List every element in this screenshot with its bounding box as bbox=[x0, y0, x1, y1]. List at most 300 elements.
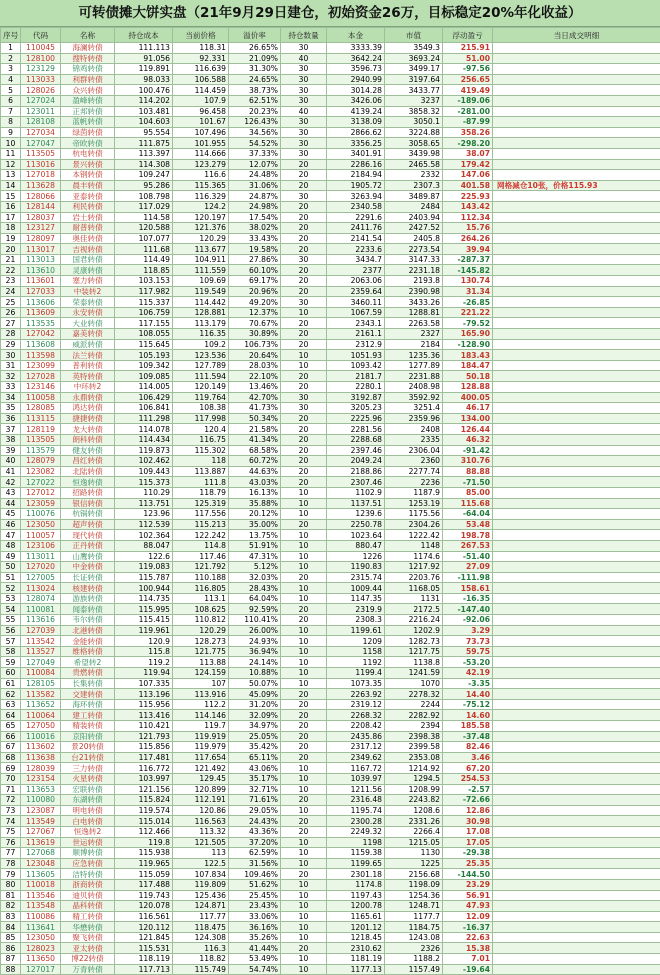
premium-rate: 62.51% bbox=[229, 95, 281, 106]
floating-pnl: 147.06 bbox=[443, 170, 493, 181]
floating-pnl: 51.00 bbox=[443, 53, 493, 64]
bond-code: 113542 bbox=[21, 636, 61, 647]
col-header-index: 序号 bbox=[1, 28, 21, 43]
bond-name: 国君转债 bbox=[61, 254, 115, 265]
floating-pnl: 143.42 bbox=[443, 201, 493, 212]
current-price: 113.88 bbox=[173, 657, 229, 668]
bond-code: 113638 bbox=[21, 752, 61, 763]
holding-cost: 115.059 bbox=[115, 869, 173, 880]
floating-pnl: -3.35 bbox=[443, 678, 493, 689]
market-value: 2465.58 bbox=[385, 159, 443, 170]
bond-code: 123146 bbox=[21, 382, 61, 393]
bond-code: 127050 bbox=[21, 721, 61, 732]
holding-cost: 115.645 bbox=[115, 339, 173, 350]
principal: 1177.13 bbox=[327, 964, 385, 975]
bond-name: 贵燃转债 bbox=[61, 668, 115, 679]
table-row bbox=[1, 233, 660, 244]
row-index: 19 bbox=[1, 233, 21, 244]
floating-pnl: 3.29 bbox=[443, 625, 493, 636]
holding-quantity: 30 bbox=[281, 254, 327, 265]
premium-rate: 110.41% bbox=[229, 615, 281, 626]
current-price: 116.35 bbox=[173, 329, 229, 340]
bond-name: 景20转债 bbox=[61, 742, 115, 753]
floating-pnl: 12.09 bbox=[443, 911, 493, 922]
principal: 1199.61 bbox=[327, 625, 385, 636]
bond-code: 113548 bbox=[21, 901, 61, 912]
holding-cost: 112.466 bbox=[115, 826, 173, 837]
row-index: 10 bbox=[1, 138, 21, 149]
holding-quantity: 20 bbox=[281, 519, 327, 530]
holding-cost: 114.005 bbox=[115, 382, 173, 393]
bond-name: 永安转债 bbox=[61, 307, 115, 318]
market-value: 2399.58 bbox=[385, 742, 443, 753]
bond-name: 大业转债 bbox=[61, 318, 115, 329]
trade-note bbox=[493, 943, 660, 954]
holding-cost: 107.335 bbox=[115, 678, 173, 689]
market-value: 3197.64 bbox=[385, 74, 443, 85]
current-price: 125.436 bbox=[173, 890, 229, 901]
holding-quantity: 20 bbox=[281, 318, 327, 329]
bond-name: 岩土转债 bbox=[61, 212, 115, 223]
current-price: 125.319 bbox=[173, 498, 229, 509]
bond-code: 113505 bbox=[21, 434, 61, 445]
holding-cost: 111.298 bbox=[115, 413, 173, 424]
row-index: 14 bbox=[1, 180, 21, 191]
principal: 2181.7 bbox=[327, 371, 385, 382]
bond-code: 113650 bbox=[21, 954, 61, 965]
market-value: 2390.98 bbox=[385, 286, 443, 297]
bond-code: 128026 bbox=[21, 85, 61, 96]
bond-name: 建工转债 bbox=[61, 710, 115, 721]
current-price: 101.955 bbox=[173, 138, 229, 149]
row-index: 67 bbox=[1, 742, 21, 753]
floating-pnl: -144.50 bbox=[443, 869, 493, 880]
principal: 2225.96 bbox=[327, 413, 385, 424]
bond-name: 精装转债 bbox=[61, 721, 115, 732]
current-price: 117.77 bbox=[173, 911, 229, 922]
market-value: 2304.26 bbox=[385, 519, 443, 530]
trade-note bbox=[493, 901, 660, 912]
premium-rate: 32.09% bbox=[229, 710, 281, 721]
holding-cost: 115.415 bbox=[115, 615, 173, 626]
floating-pnl: -64.04 bbox=[443, 509, 493, 520]
holding-cost: 103.997 bbox=[115, 773, 173, 784]
current-price: 121.792 bbox=[173, 562, 229, 573]
floating-pnl: -281.00 bbox=[443, 106, 493, 117]
premium-rate: 23.43% bbox=[229, 901, 281, 912]
bond-code: 123059 bbox=[21, 498, 61, 509]
bond-code: 113505 bbox=[21, 148, 61, 159]
current-price: 115.365 bbox=[173, 180, 229, 191]
holding-cost: 113.196 bbox=[115, 689, 173, 700]
bond-code: 128108 bbox=[21, 117, 61, 128]
floating-pnl: 56.91 bbox=[443, 890, 493, 901]
bond-code: 123048 bbox=[21, 858, 61, 869]
row-index: 74 bbox=[1, 816, 21, 827]
row-index: 26 bbox=[1, 307, 21, 318]
table-row bbox=[1, 339, 660, 350]
premium-rate: 54.52% bbox=[229, 138, 281, 149]
table-row bbox=[1, 53, 660, 64]
trade-note bbox=[493, 265, 660, 276]
holding-cost: 109.085 bbox=[115, 371, 173, 382]
premium-rate: 12.07% bbox=[229, 159, 281, 170]
market-value: 3489.87 bbox=[385, 191, 443, 202]
table-row bbox=[1, 932, 660, 943]
current-price: 96.458 bbox=[173, 106, 229, 117]
bond-code: 113527 bbox=[21, 646, 61, 657]
bond-code: 110081 bbox=[21, 604, 61, 615]
bond-name: 招路转债 bbox=[61, 487, 115, 498]
market-value: 2327 bbox=[385, 329, 443, 340]
row-index: 77 bbox=[1, 848, 21, 859]
principal: 2435.86 bbox=[327, 731, 385, 742]
bond-name: 韦尔转债 bbox=[61, 615, 115, 626]
holding-cost: 98.033 bbox=[115, 74, 173, 85]
floating-pnl: 88.88 bbox=[443, 466, 493, 477]
table-row bbox=[1, 805, 660, 816]
market-value: 1248.71 bbox=[385, 901, 443, 912]
holding-cost: 119.961 bbox=[115, 625, 173, 636]
principal: 2343.1 bbox=[327, 318, 385, 329]
trade-note bbox=[493, 530, 660, 541]
row-index: 83 bbox=[1, 911, 21, 922]
bond-code: 113616 bbox=[21, 615, 61, 626]
bond-code: 113535 bbox=[21, 318, 61, 329]
holding-cost: 114.49 bbox=[115, 254, 173, 265]
holding-cost: 123.96 bbox=[115, 509, 173, 520]
market-value: 3050.1 bbox=[385, 117, 443, 128]
floating-pnl: 221.22 bbox=[443, 307, 493, 318]
market-value: 2243.82 bbox=[385, 795, 443, 806]
current-price: 113.1 bbox=[173, 593, 229, 604]
holding-cost: 115.938 bbox=[115, 848, 173, 859]
holding-cost: 114.078 bbox=[115, 424, 173, 435]
floating-pnl: 17.08 bbox=[443, 826, 493, 837]
table-row bbox=[1, 593, 660, 604]
current-price: 124.159 bbox=[173, 668, 229, 679]
trade-note bbox=[493, 159, 660, 170]
market-value: 2427.52 bbox=[385, 223, 443, 234]
bond-code: 110086 bbox=[21, 911, 61, 922]
bond-name: 正邦转债 bbox=[61, 106, 115, 117]
trade-note bbox=[493, 615, 660, 626]
bond-name: 灵康转债 bbox=[61, 265, 115, 276]
premium-rate: 109.46% bbox=[229, 869, 281, 880]
principal: 3356.25 bbox=[327, 138, 385, 149]
current-price: 101.67 bbox=[173, 117, 229, 128]
holding-quantity: 20 bbox=[281, 170, 327, 181]
floating-pnl: -71.50 bbox=[443, 477, 493, 488]
holding-cost: 115.531 bbox=[115, 943, 173, 954]
holding-cost: 115.856 bbox=[115, 742, 173, 753]
market-value: 1198.09 bbox=[385, 879, 443, 890]
bond-name: 海澜转债 bbox=[61, 43, 115, 54]
floating-pnl: 46.17 bbox=[443, 403, 493, 414]
row-index: 71 bbox=[1, 784, 21, 795]
current-price: 121.492 bbox=[173, 763, 229, 774]
floating-pnl: -97.56 bbox=[443, 64, 493, 75]
bond-name: 奥佳转债 bbox=[61, 233, 115, 244]
market-value: 2332 bbox=[385, 170, 443, 181]
holding-cost: 102.364 bbox=[115, 530, 173, 541]
bond-code: 127049 bbox=[21, 657, 61, 668]
holding-cost: 116.772 bbox=[115, 763, 173, 774]
table-row bbox=[1, 371, 660, 382]
trade-note bbox=[493, 413, 660, 424]
current-price: 122.5 bbox=[173, 858, 229, 869]
floating-pnl: 112.34 bbox=[443, 212, 493, 223]
principal: 2397.46 bbox=[327, 445, 385, 456]
bond-name: 绿茵转债 bbox=[61, 127, 115, 138]
holding-quantity: 20 bbox=[281, 201, 327, 212]
market-value: 2231.18 bbox=[385, 265, 443, 276]
premium-rate: 12.37% bbox=[229, 307, 281, 318]
row-index: 35 bbox=[1, 403, 21, 414]
market-value: 1131 bbox=[385, 593, 443, 604]
premium-rate: 24.87% bbox=[229, 191, 281, 202]
bond-code: 128097 bbox=[21, 233, 61, 244]
row-index: 38 bbox=[1, 434, 21, 445]
row-index: 1 bbox=[1, 43, 21, 54]
trade-note bbox=[493, 276, 660, 287]
bond-name: 华懋转债 bbox=[61, 922, 115, 933]
premium-rate: 44.63% bbox=[229, 466, 281, 477]
premium-rate: 25.05% bbox=[229, 731, 281, 742]
table-row bbox=[1, 869, 660, 880]
trade-note bbox=[493, 816, 660, 827]
premium-rate: 53.49% bbox=[229, 954, 281, 965]
current-price: 112.191 bbox=[173, 795, 229, 806]
table-row bbox=[1, 456, 660, 467]
premium-rate: 31.20% bbox=[229, 699, 281, 710]
trade-note bbox=[493, 710, 660, 721]
floating-pnl: 184.47 bbox=[443, 360, 493, 371]
trade-note bbox=[493, 509, 660, 520]
bond-name: 昌红转债 bbox=[61, 456, 115, 467]
holding-cost: 119.574 bbox=[115, 805, 173, 816]
trade-note bbox=[493, 318, 660, 329]
trade-note bbox=[493, 742, 660, 753]
holding-cost: 119.965 bbox=[115, 858, 173, 869]
floating-pnl: 254.53 bbox=[443, 773, 493, 784]
row-index: 64 bbox=[1, 710, 21, 721]
table-row bbox=[1, 943, 660, 954]
holding-quantity: 20 bbox=[281, 265, 327, 276]
bond-code: 128144 bbox=[21, 201, 61, 212]
table-row bbox=[1, 477, 660, 488]
bond-name: 中装转2 bbox=[61, 286, 115, 297]
principal: 2312.9 bbox=[327, 339, 385, 350]
holding-cost: 119.2 bbox=[115, 657, 173, 668]
row-index: 70 bbox=[1, 773, 21, 784]
col-header-quantity: 持仓数量 bbox=[281, 28, 327, 43]
row-index: 15 bbox=[1, 191, 21, 202]
principal: 3333.39 bbox=[327, 43, 385, 54]
row-index: 41 bbox=[1, 466, 21, 477]
premium-rate: 20.12% bbox=[229, 509, 281, 520]
floating-pnl: 39.94 bbox=[443, 244, 493, 255]
floating-pnl: -145.82 bbox=[443, 265, 493, 276]
principal: 2301.18 bbox=[327, 869, 385, 880]
row-index: 37 bbox=[1, 424, 21, 435]
current-price: 113.887 bbox=[173, 466, 229, 477]
trade-note bbox=[493, 117, 660, 128]
market-value: 3224.88 bbox=[385, 127, 443, 138]
trade-note bbox=[493, 699, 660, 710]
bond-name: 正丹转债 bbox=[61, 540, 115, 551]
holding-quantity: 20 bbox=[281, 869, 327, 880]
market-value: 1254.36 bbox=[385, 890, 443, 901]
premium-rate: 37.20% bbox=[229, 837, 281, 848]
row-index: 75 bbox=[1, 826, 21, 837]
trade-note bbox=[493, 487, 660, 498]
current-price: 119.809 bbox=[173, 879, 229, 890]
bond-code: 123087 bbox=[21, 805, 61, 816]
row-index: 72 bbox=[1, 795, 21, 806]
holding-quantity: 10 bbox=[281, 636, 327, 647]
trade-note bbox=[493, 466, 660, 477]
premium-rate: 54.74% bbox=[229, 964, 281, 975]
holding-cost: 113.397 bbox=[115, 148, 173, 159]
row-index: 56 bbox=[1, 625, 21, 636]
holding-cost: 120.112 bbox=[115, 922, 173, 933]
table-row bbox=[1, 254, 660, 265]
bond-name: 锦鸡转债 bbox=[61, 64, 115, 75]
floating-pnl: -2.57 bbox=[443, 784, 493, 795]
holding-cost: 100.476 bbox=[115, 85, 173, 96]
current-price: 124.308 bbox=[173, 932, 229, 943]
principal: 2866.62 bbox=[327, 127, 385, 138]
floating-pnl: -87.99 bbox=[443, 117, 493, 128]
trade-note bbox=[493, 53, 660, 64]
table-row bbox=[1, 85, 660, 96]
holding-quantity: 10 bbox=[281, 678, 327, 689]
table-row bbox=[1, 583, 660, 594]
holding-quantity: 10 bbox=[281, 487, 327, 498]
trade-note bbox=[493, 763, 660, 774]
bond-code: 113024 bbox=[21, 583, 61, 594]
holding-cost: 109.443 bbox=[115, 466, 173, 477]
row-index: 61 bbox=[1, 678, 21, 689]
premium-rate: 34.56% bbox=[229, 127, 281, 138]
holding-quantity: 10 bbox=[281, 307, 327, 318]
row-index: 34 bbox=[1, 392, 21, 403]
trade-note bbox=[493, 773, 660, 784]
bond-code: 123154 bbox=[21, 773, 61, 784]
bond-name: 海环转债 bbox=[61, 699, 115, 710]
principal: 1181.19 bbox=[327, 954, 385, 965]
table-row bbox=[1, 615, 660, 626]
row-index: 16 bbox=[1, 201, 21, 212]
bond-name: 捷捷转债 bbox=[61, 413, 115, 424]
bond-name: 亚泰转债 bbox=[61, 191, 115, 202]
bond-name: 耐普转债 bbox=[61, 223, 115, 234]
holding-quantity: 20 bbox=[281, 466, 327, 477]
table-row bbox=[1, 816, 660, 827]
floating-pnl: 47.93 bbox=[443, 901, 493, 912]
premium-rate: 28.03% bbox=[229, 360, 281, 371]
col-header-market-value: 市值 bbox=[385, 28, 443, 43]
holding-cost: 119.891 bbox=[115, 64, 173, 75]
market-value: 1175.56 bbox=[385, 509, 443, 520]
trade-note bbox=[493, 646, 660, 657]
table-row bbox=[1, 911, 660, 922]
current-price: 114.459 bbox=[173, 85, 229, 96]
bond-code: 113013 bbox=[21, 254, 61, 265]
trade-note bbox=[493, 170, 660, 181]
row-index: 76 bbox=[1, 837, 21, 848]
bond-name: 荣泰转债 bbox=[61, 297, 115, 308]
market-value: 1177.7 bbox=[385, 911, 443, 922]
trade-note bbox=[493, 879, 660, 890]
floating-pnl: 82.46 bbox=[443, 742, 493, 753]
holding-quantity: 20 bbox=[281, 413, 327, 424]
principal: 3014.28 bbox=[327, 85, 385, 96]
table-row bbox=[1, 212, 660, 223]
bond-name: 北港转债 bbox=[61, 625, 115, 636]
holding-quantity: 30 bbox=[281, 64, 327, 75]
current-price: 119.979 bbox=[173, 742, 229, 753]
current-price: 114.442 bbox=[173, 297, 229, 308]
bond-name: 晨丰转债 bbox=[61, 180, 115, 191]
table-row bbox=[1, 625, 660, 636]
holding-quantity: 20 bbox=[281, 434, 327, 445]
holding-quantity: 10 bbox=[281, 954, 327, 965]
bond-code: 110016 bbox=[21, 731, 61, 742]
trade-note: 网格减仓10张，价格115.93 bbox=[493, 180, 660, 191]
market-value: 2156.68 bbox=[385, 869, 443, 880]
floating-pnl: 7.01 bbox=[443, 954, 493, 965]
holding-quantity: 20 bbox=[281, 223, 327, 234]
premium-rate: 26.65% bbox=[229, 43, 281, 54]
principal: 2315.74 bbox=[327, 572, 385, 583]
trade-note bbox=[493, 64, 660, 75]
bond-code: 127067 bbox=[21, 826, 61, 837]
trade-note bbox=[493, 233, 660, 244]
trade-note bbox=[493, 932, 660, 943]
row-index: 65 bbox=[1, 721, 21, 732]
bond-code: 127034 bbox=[21, 127, 61, 138]
holding-cost: 91.056 bbox=[115, 53, 173, 64]
floating-pnl: -91.42 bbox=[443, 445, 493, 456]
col-header-name: 名称 bbox=[61, 28, 115, 43]
principal: 1137.51 bbox=[327, 498, 385, 509]
table-row bbox=[1, 297, 660, 308]
holding-cost: 108.798 bbox=[115, 191, 173, 202]
holding-cost: 115.014 bbox=[115, 816, 173, 827]
holding-cost: 108.055 bbox=[115, 329, 173, 340]
current-price: 119.919 bbox=[173, 731, 229, 742]
trade-note bbox=[493, 869, 660, 880]
floating-pnl: 256.65 bbox=[443, 74, 493, 85]
premium-rate: 32.71% bbox=[229, 784, 281, 795]
table-row bbox=[1, 879, 660, 890]
holding-quantity: 10 bbox=[281, 509, 327, 520]
floating-pnl: 15.38 bbox=[443, 943, 493, 954]
current-price: 115.749 bbox=[173, 964, 229, 975]
bond-name: 长证转债 bbox=[61, 572, 115, 583]
principal: 1147.35 bbox=[327, 593, 385, 604]
bond-code: 127039 bbox=[21, 625, 61, 636]
current-price: 124.2 bbox=[173, 201, 229, 212]
holding-quantity: 30 bbox=[281, 85, 327, 96]
trade-note bbox=[493, 795, 660, 806]
table-row bbox=[1, 837, 660, 848]
current-price: 109.69 bbox=[173, 276, 229, 287]
table-row bbox=[1, 180, 660, 191]
row-index: 85 bbox=[1, 932, 21, 943]
